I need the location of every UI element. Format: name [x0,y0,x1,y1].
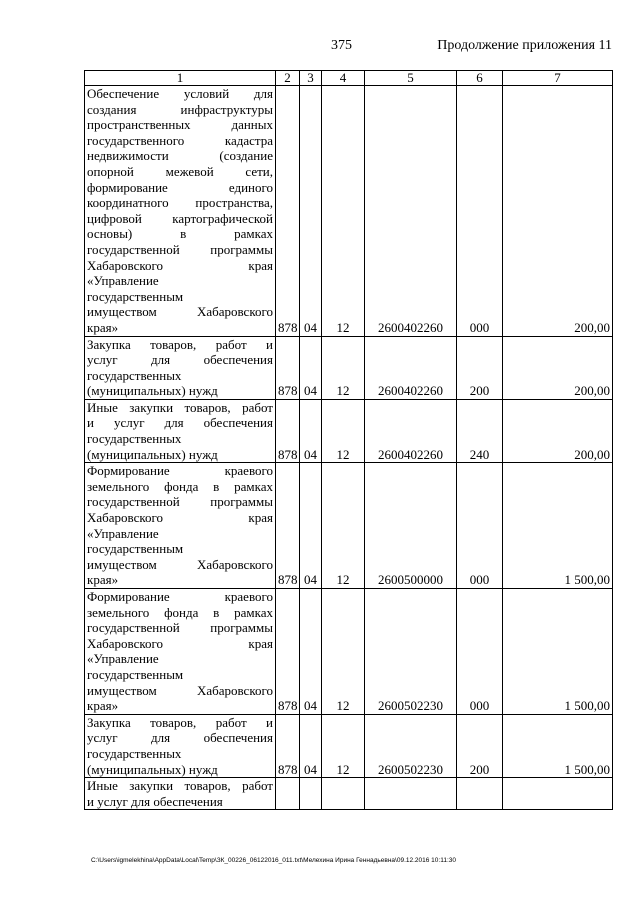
item-name-cell [85,86,276,337]
item-name-cell [85,714,276,777]
amount-cell: 200,00 [503,336,613,399]
table-row [85,86,613,337]
item-name-line: имуществом Хабаровского [87,682,273,698]
ministry-cell: 878 [276,714,300,777]
section-cell [300,778,322,810]
ministry-cell [276,778,300,810]
target-cell: 2600502230 [365,589,457,715]
item-name-line: (муниципальных) нужд [87,446,218,462]
item-name-line: услуг для обеспечения [87,352,273,368]
section-cell: 04 [300,463,322,589]
item-name-cell [85,399,276,462]
item-name-line: Хабаровского края [87,510,273,526]
section-cell: 04 [300,589,322,715]
item-name-line: государственных [87,745,182,761]
page-number: 375 [331,38,352,53]
item-name-line: координатного пространства, [87,195,273,211]
column-header: 5 [365,71,457,86]
amount-cell: 1 500,00 [503,589,613,715]
item-name-line: государственным [87,541,184,557]
section-cell: 04 [300,336,322,399]
item-name-line: края» [87,319,119,335]
table-row [85,714,613,777]
subsection-cell: 12 [322,336,365,399]
budget-table [84,70,613,810]
target-cell: 2600402260 [365,336,457,399]
item-name-line: формирование единого [87,179,273,195]
item-name-cell [85,463,276,589]
item-name-line: Формирование краевого [87,589,273,604]
item-name-line: Закупка товаров, работ и [87,714,273,730]
item-name-line: государственного кадастра [87,132,273,148]
ministry-cell: 878 [276,589,300,715]
expense-type-cell: 000 [457,589,503,715]
item-name-line: государственным [87,666,184,682]
target-cell: 2600502230 [365,714,457,777]
item-name-line: государственным [87,288,184,304]
item-name-line: Хабаровского края [87,257,273,273]
table-row [85,463,613,589]
item-name-line: цифровой картографической [87,210,273,226]
item-name-line: имуществом Хабаровского [87,304,273,320]
item-name-line: земельного фонда в рамках [87,604,273,620]
item-name-line: края» [87,572,119,588]
ministry-cell: 878 [276,463,300,589]
table-row [85,589,613,715]
amount-cell [503,778,613,810]
item-name-line: Закупка товаров, работ и [87,336,273,352]
column-header: 3 [300,71,322,86]
target-cell: 2600402260 [365,86,457,337]
item-name-line: государственной программы [87,241,273,257]
item-name-cell [85,336,276,399]
target-cell [365,778,457,810]
item-name-line: (муниципальных) нужд [87,383,218,399]
expense-type-cell [457,778,503,810]
column-header: 7 [503,71,613,86]
ministry-cell: 878 [276,86,300,337]
amount-cell: 200,00 [503,86,613,337]
target-cell: 2600402260 [365,399,457,462]
expense-type-cell: 200 [457,714,503,777]
table-header-row [85,71,613,86]
amount-cell: 1 500,00 [503,714,613,777]
item-name-line: Хабаровского края [87,635,273,651]
subsection-cell: 12 [322,714,365,777]
item-name-line: государственных [87,431,182,447]
section-cell: 04 [300,399,322,462]
subsection-cell: 12 [322,589,365,715]
item-name-line: «Управление [87,525,159,541]
subsection-cell: 12 [322,399,365,462]
amount-cell: 1 500,00 [503,463,613,589]
item-name-line: создания инфраструктуры [87,101,273,117]
subsection-cell: 12 [322,463,365,589]
item-name-line: услуг для обеспечения [87,730,273,746]
item-name-line: «Управление [87,273,159,289]
item-name-line: Иные закупки товаров, работ [87,778,273,794]
expense-type-cell: 200 [457,336,503,399]
footer-file-path: C:\Users\igmelekhina\AppData\Local\Temp\ЗК_00226_06122016_011.txt\Мелехина Ирина Геннадьевна\09.12.2016 10:11:30 [91,857,456,864]
item-name-line: Иные закупки товаров, работ [87,399,273,415]
item-name-line: края» [87,698,119,714]
item-name-cell [85,778,276,810]
item-name-line: государственной программы [87,494,273,510]
subsection-cell: 12 [322,86,365,337]
column-header: 1 [85,71,276,86]
item-name-line: и услуг для обеспечения [87,793,223,809]
item-name-line: опорной межевой сети, [87,163,273,179]
appendix-title: Продолжение приложения 11 [437,38,612,53]
expense-type-cell: 000 [457,86,503,337]
table-row [85,399,613,462]
column-header: 6 [457,71,503,86]
item-name-line: «Управление [87,651,159,667]
ministry-cell: 878 [276,336,300,399]
item-name-line: имуществом Хабаровского [87,556,273,572]
section-cell: 04 [300,86,322,337]
table-row [85,336,613,399]
column-header: 4 [322,71,365,86]
column-header: 2 [276,71,300,86]
item-name-cell [85,589,276,715]
item-name-line: основы) в рамках [87,226,273,242]
item-name-line: Формирование краевого [87,463,273,479]
table-row [85,778,613,810]
subsection-cell [322,778,365,810]
item-name-line: государственной программы [87,620,273,636]
item-name-line: и услуг для обеспечения [87,415,273,431]
expense-type-cell: 000 [457,463,503,589]
item-name-line: Обеспечение условий для [87,86,273,101]
item-name-line: пространственных данных [87,117,273,133]
item-name-line: недвижимости (создание [87,148,273,164]
ministry-cell: 878 [276,399,300,462]
item-name-line: государственных [87,367,182,383]
item-name-line: земельного фонда в рамках [87,478,273,494]
expense-type-cell: 240 [457,399,503,462]
item-name-line: (муниципальных) нужд [87,761,218,777]
section-cell: 04 [300,714,322,777]
amount-cell: 200,00 [503,399,613,462]
target-cell: 2600500000 [365,463,457,589]
